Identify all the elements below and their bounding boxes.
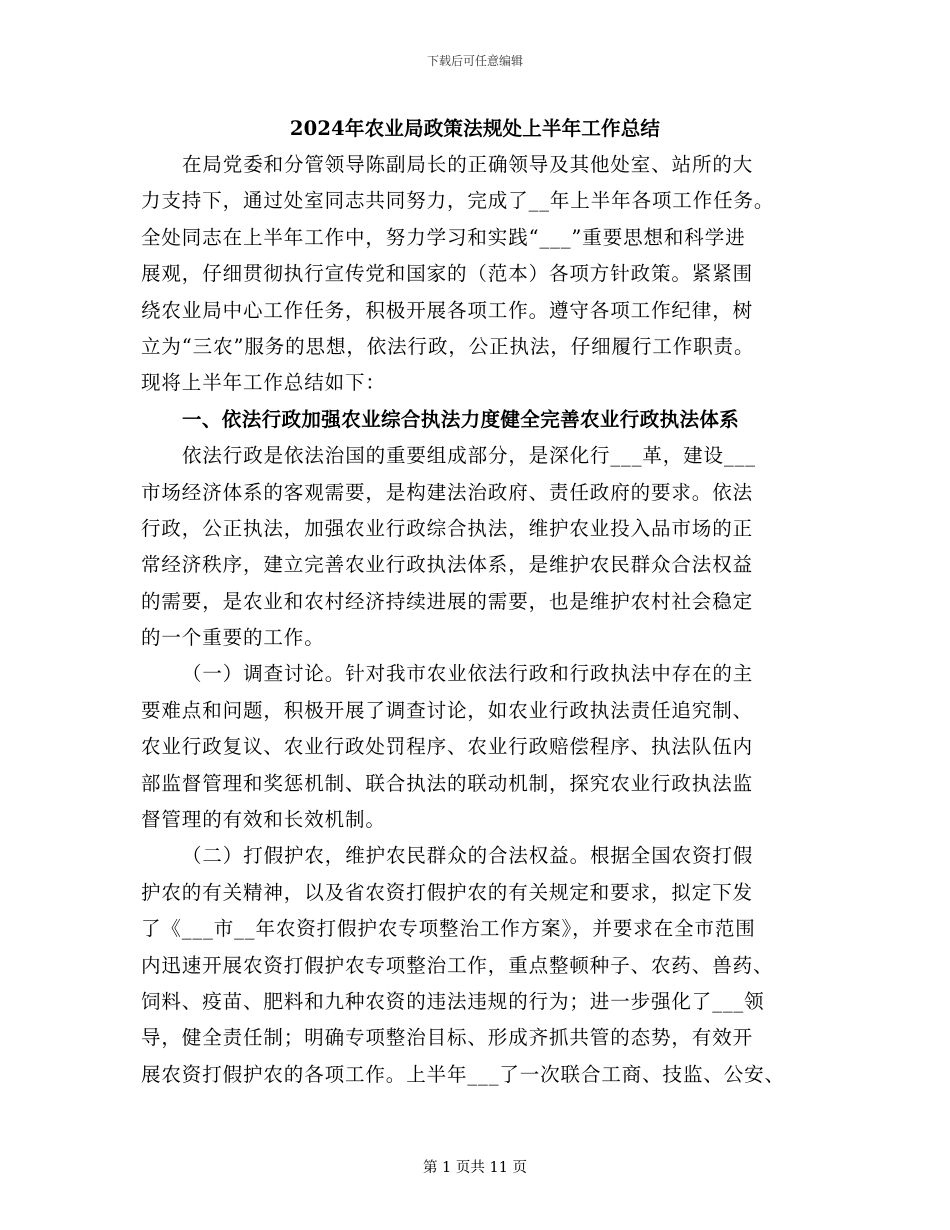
section-heading	[141, 402, 817, 438]
document-title: 2024年农业局政策法规处上半年工作总结	[289, 117, 661, 140]
text-line: 市场经济体系的客观需要，是构建法治政府、责任政府的要求。依法	[141, 480, 754, 504]
text-line: 饲料、疫苗、肥料和九种农资的违法违规的行为；进一步强化了___领	[141, 989, 765, 1013]
text-line: 督管理的有效和长效机制。	[141, 808, 386, 832]
text-line: 了《___市__年农资打假护农专项整治工作方案》，并要求在全市范围	[141, 917, 756, 941]
text-line: 全处同志在上半年工作中，努力学习和实践“___”重要思想和科学进	[141, 225, 746, 249]
paragraph	[141, 438, 817, 656]
text-line: 部监督管理和奖惩机制、联合执法的联动机制，探究农业行政执法监	[141, 771, 754, 795]
text-line: 在局党委和分管领导陈副局长的正确领导及其他处室、站所的大	[182, 153, 754, 176]
text-line: 现将上半年工作总结如下：	[141, 371, 386, 395]
text-line: 立为“三农”服务的思想，依法行政，公正执法，仔细履行工作职责。	[141, 334, 755, 358]
text-line: 的一个重要的工作。	[141, 626, 325, 650]
text-line: 绕农业局中心工作任务，积极开展各项工作。遵守各项工作纪律，树	[141, 298, 754, 322]
header-note: 下载后可任意编辑	[426, 54, 523, 68]
text-line: 农业行政复议、农业行政处罚程序、农业行政赔偿程序、执法队伍内	[141, 735, 754, 759]
text-line: 内迅速开展农资打假护农专项整治工作，重点整顿种子、农药、兽药、	[141, 953, 774, 977]
text-line: 行政，公正执法，加强农业行政综合执法，维护农业投入品市场的正	[141, 516, 754, 540]
document-body	[141, 147, 817, 1093]
text-line: （二）打假护农，维护农民群众的合法权益。根据全国农资打假	[182, 844, 754, 868]
text-line: 的需要，是农业和农村经济持续进展的需要，也是维护农村社会稳定	[141, 589, 754, 613]
paragraph	[141, 656, 817, 838]
text-line: 要难点和问题，积极开展了调查讨论，如农业行政执法责任追究制、	[141, 698, 754, 722]
text-line: 展农资打假护农的各项工作。上半年___了一次联合工商、技监、公安、	[141, 1062, 785, 1086]
text-line: 常经济秩序，建立完善农业行政执法体系，是维护农民群众合法权益	[141, 553, 754, 577]
text-line: 力支持下，通过处室同志共同努力，完成了__年上半年各项工作任务。	[141, 189, 775, 213]
paragraph	[141, 838, 817, 1093]
text-line: （一）调查讨论。针对我市农业依法行政和行政执法中存在的主	[182, 662, 754, 686]
text-line: 一、依法行政加强农业综合执法力度健全完善农业行政执法体系	[182, 407, 740, 431]
text-line: 展观，仔细贯彻执行宣传党和国家的（范本）各项方针政策。紧紧围	[141, 262, 754, 286]
page-footer: 第 1 页共 11 页	[422, 1160, 528, 1176]
text-line: 护农的有关精神，以及省农资打假护农的有关规定和要求，拟定下发	[141, 880, 754, 904]
text-line: 依法行政是依法治国的重要组成部分，是深化行___革，建设___	[182, 444, 756, 468]
paragraph	[141, 147, 817, 402]
text-line: 导，健全责任制；明确专项整治目标、形成齐抓共管的态势，有效开	[141, 1026, 754, 1050]
